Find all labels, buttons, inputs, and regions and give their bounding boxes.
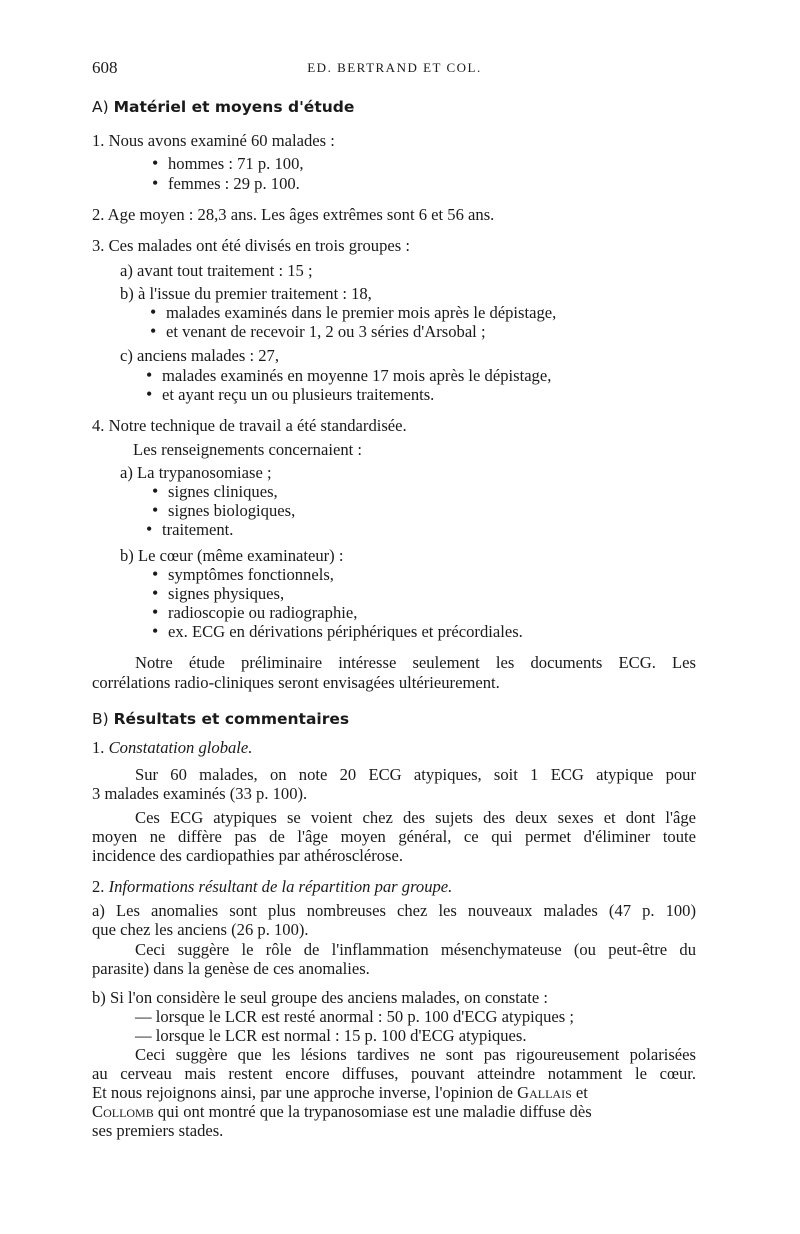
list-item: • et ayant reçu un ou plusieurs traitements. (146, 385, 434, 404)
paragraph-line: corrélations radio-cliniques seront envisagées ultérieurement. (92, 673, 500, 692)
page-number: 608 (92, 58, 118, 77)
paragraph-line: a) Les anomalies sont plus nombreuses chez les nouveaux malades (47 p. 100) (92, 901, 696, 920)
paragraph-line: Ceci suggère le rôle de l'inflammation mésenchymateuse (ou peut-être du (135, 940, 696, 959)
paragraph-line: Ceci suggère que les lésions tardives ne sont pas rigoureusement polarisées (135, 1045, 696, 1064)
item-4: 4. Notre technique de travail a été standardisée. (92, 416, 407, 435)
running-title: ED. BERTRAND ET COL. (307, 60, 482, 75)
paragraph-line: au cerveau mais restent encore diffuses, pouvant atteindre notamment le cœur. (92, 1064, 696, 1083)
item-1: 1. Nous avons examiné 60 malades : (92, 131, 335, 150)
group-a: a) avant tout traitement : 15 ; (120, 261, 313, 280)
paragraph-line: Notre étude préliminaire intéresse seulement les documents ECG. Les (135, 653, 696, 672)
paragraph-line: parasite) dans la genèse de ces anomalies. (92, 959, 370, 978)
list-item: • malades examinés en moyenne 17 mois après le dépistage, (146, 366, 551, 385)
dash-item: — lorsque le LCR est resté anormal : 50 p. 100 d'ECG atypiques ; (135, 1007, 574, 1026)
section-a-heading: A) Matériel et moyens d'étude (92, 98, 355, 116)
paragraph-line: 3 malades examinés (33 p. 100). (92, 784, 308, 803)
paragraph-line: Collomb qui ont montré que la trypanosomiase est une maladie diffuse dès (92, 1102, 592, 1121)
list-item: • ex. ECG en dérivations périphériques et précordiales. (152, 622, 523, 641)
section-b-heading: B) Résultats et commentaires (92, 710, 350, 728)
paragraph-line: Et nous rejoignons ainsi, par une approche inverse, l'opinion de Gallais et (92, 1083, 588, 1102)
list-item: • femmes : 29 p. 100. (152, 174, 300, 193)
item-4-b: b) Le cœur (même examinateur) : (120, 546, 344, 565)
list-item: • traitement. (146, 520, 233, 539)
item-3: 3. Ces malades ont été divisés en trois groupes : (92, 236, 410, 255)
paragraph-line: que chez les anciens (26 p. 100). (92, 920, 309, 939)
subsection-2-title: 2. Informations résultant de la répartition par groupe. (92, 877, 453, 896)
list-item: • signes cliniques, (152, 482, 278, 501)
page-header (92, 58, 697, 82)
dash-item: — lorsque le LCR est normal : 15 p. 100 d'ECG atypiques. (135, 1026, 527, 1045)
item-2: 2. Age moyen : 28,3 ans. Les âges extrêmes sont 6 et 56 ans. (92, 205, 495, 224)
list-item: • signes physiques, (152, 584, 284, 603)
list-item: • signes biologiques, (152, 501, 295, 520)
list-item: • malades examinés dans le premier mois après le dépistage, (150, 303, 556, 322)
paragraph-line: Ces ECG atypiques se voient chez des sujets des deux sexes et dont l'âge (135, 808, 696, 827)
list-item: • et venant de recevoir 1, 2 ou 3 séries d'Arsobal ; (150, 322, 486, 341)
item-4-sub: Les renseignements concernaient : (133, 440, 362, 459)
paragraph-line: ses premiers stades. (92, 1121, 224, 1140)
paragraph-line: moyen ne diffère pas de l'âge moyen général, ce qui permet d'éliminer toute (92, 827, 696, 846)
list-item: • radioscopie ou radiographie, (152, 603, 357, 622)
paragraph-line: b) Si l'on considère le seul groupe des anciens malades, on constate : (92, 988, 548, 1007)
paragraph-line: Sur 60 malades, on note 20 ECG atypiques, soit 1 ECG atypique pour (135, 765, 696, 784)
subsection-1-title: 1. Constatation globale. (92, 738, 253, 757)
list-item: • hommes : 71 p. 100, (152, 154, 304, 173)
list-item: • symptômes fonctionnels, (152, 565, 334, 584)
paragraph-line: incidence des cardiopathies par athérosclérose. (92, 846, 403, 865)
group-b: b) à l'issue du premier traitement : 18, (120, 284, 372, 303)
group-c: c) anciens malades : 27, (120, 346, 279, 365)
item-4-a: a) La trypanosomiase ; (120, 463, 272, 482)
